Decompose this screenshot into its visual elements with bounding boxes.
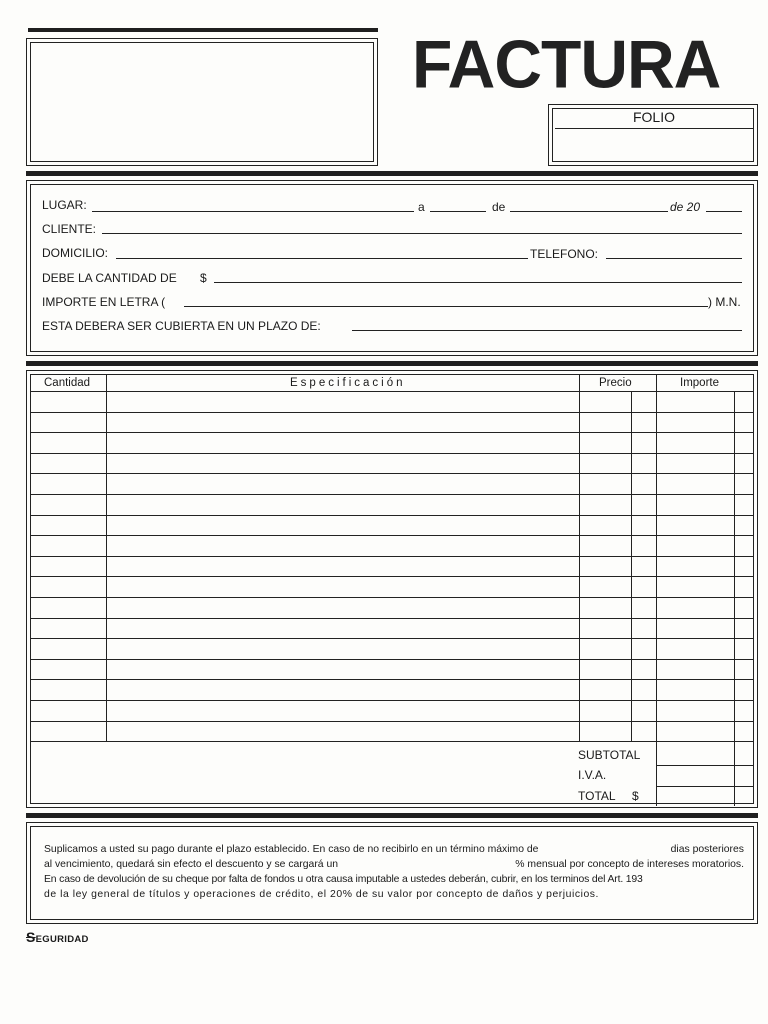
table-row-line bbox=[31, 741, 753, 742]
items-table bbox=[26, 370, 758, 808]
dollar-s-logo-icon: S bbox=[26, 929, 36, 945]
table-row-line bbox=[31, 432, 753, 433]
totals-divider-left bbox=[656, 741, 657, 806]
table-cents-divider bbox=[631, 391, 632, 741]
top-rule bbox=[28, 28, 378, 32]
total-label: TOTAL bbox=[578, 789, 616, 803]
plazo-line[interactable] bbox=[352, 330, 742, 331]
table-cents-divider bbox=[734, 391, 735, 741]
table-row-line bbox=[31, 618, 753, 619]
invoice-title: FACTURA bbox=[412, 26, 721, 102]
table-row-line bbox=[31, 700, 753, 701]
company-box bbox=[26, 38, 378, 166]
day-line[interactable] bbox=[430, 211, 486, 212]
table-column-divider bbox=[106, 374, 107, 741]
legal-top-rule bbox=[26, 813, 758, 818]
year-line[interactable] bbox=[706, 211, 742, 212]
importe-letra-label: IMPORTE EN LETRA ( bbox=[42, 295, 166, 309]
plazo-label: ESTA DEBERA SER CUBIERTA EN UN PLAZO DE: bbox=[42, 319, 321, 333]
debe-label: DEBE LA CANTIDAD DE bbox=[42, 271, 177, 285]
table-row-line bbox=[31, 597, 753, 598]
table-row-line bbox=[31, 535, 753, 536]
legal-text bbox=[44, 842, 744, 902]
a-label: a bbox=[418, 200, 425, 214]
seguridad-logo: SEGURIDAD bbox=[26, 929, 89, 945]
lugar-line[interactable] bbox=[92, 211, 414, 212]
header-especificacion: Especificación bbox=[290, 377, 406, 389]
table-row-line bbox=[31, 659, 753, 660]
de-20-label: de 20 bbox=[670, 200, 701, 214]
telefono-line[interactable] bbox=[606, 258, 742, 259]
table-row-line bbox=[31, 638, 753, 639]
cliente-label: CLIENTE: bbox=[42, 222, 97, 236]
debe-line[interactable] bbox=[214, 282, 742, 283]
table-row-line bbox=[31, 556, 753, 557]
de-label: de bbox=[492, 200, 506, 214]
importe-letra-line[interactable] bbox=[184, 306, 708, 307]
lugar-label: LUGAR: bbox=[42, 198, 87, 212]
table-row-line bbox=[31, 679, 753, 680]
debe-dollar: $ bbox=[200, 271, 207, 285]
legal-line-2: al vencimiento, quedará sin efecto el descuento y se cargará un % mensual por concepto de intereses moratorios. bbox=[44, 859, 744, 870]
header-cantidad: Cantidad bbox=[44, 377, 91, 389]
table-row-line bbox=[31, 515, 753, 516]
folio-divider bbox=[555, 128, 753, 129]
table-row-line bbox=[31, 576, 753, 577]
cliente-line[interactable] bbox=[102, 233, 742, 234]
legal-line-4: de la ley general de títulos y operaciones de crédito, el 20% de su valor por concepto de daños y perjuicios. bbox=[44, 889, 599, 900]
telefono-label: TELEFONO: bbox=[530, 247, 599, 261]
table-column-divider bbox=[656, 374, 657, 741]
header-importe: Importe bbox=[680, 377, 719, 389]
totals-row-line bbox=[656, 786, 753, 787]
totals-row-line bbox=[656, 765, 753, 766]
table-header-line bbox=[31, 391, 753, 392]
table-row-line bbox=[31, 721, 753, 722]
domicilio-label: DOMICILIO: bbox=[42, 246, 109, 260]
header-rule bbox=[26, 171, 758, 176]
mn-label: ) M.N. bbox=[708, 295, 741, 309]
total-dollar: $ bbox=[632, 789, 639, 803]
folio-label: FOLIO bbox=[632, 109, 675, 125]
totals-divider-cents bbox=[734, 741, 735, 806]
month-line[interactable] bbox=[510, 211, 668, 212]
domicilio-line[interactable] bbox=[116, 258, 528, 259]
table-row-line bbox=[31, 412, 753, 413]
table-row-line bbox=[31, 453, 753, 454]
subtotal-label: SUBTOTAL bbox=[578, 748, 641, 762]
table-row-line bbox=[31, 473, 753, 474]
legal-line-3: En caso de devolución de su cheque por falta de fondos u otra causa imputable a ustedes deberán, cubrir, en los terminos del Art. 193 bbox=[44, 874, 643, 885]
table-row-line bbox=[31, 494, 753, 495]
legal-line-1: Suplicamos a usted su pago durante el plazo establecido. En caso de no recibirlo en un término máximo de dias posteriores bbox=[44, 844, 744, 855]
table-column-divider bbox=[579, 374, 580, 741]
iva-label: I.V.A. bbox=[578, 768, 607, 782]
header-precio: Precio bbox=[599, 377, 632, 389]
table-top-rule bbox=[26, 361, 758, 366]
